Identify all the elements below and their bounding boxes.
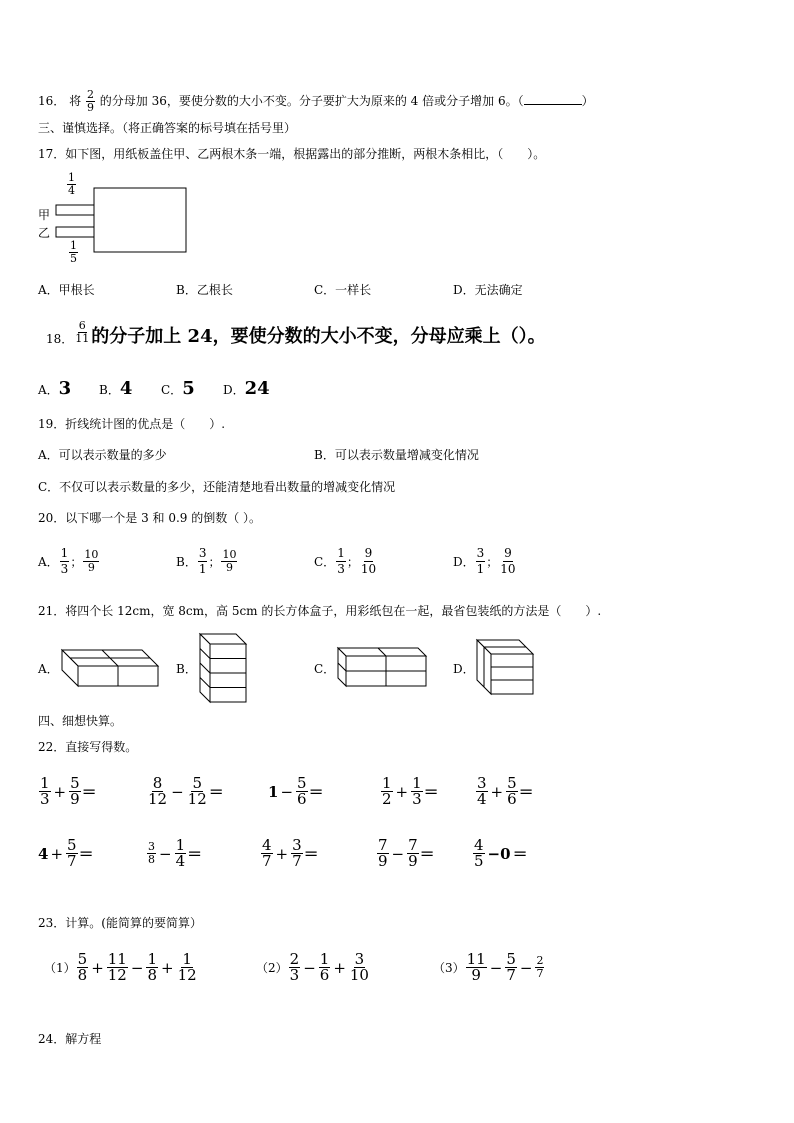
q18-a-value: 3 bbox=[58, 378, 72, 399]
num: 5 bbox=[192, 774, 202, 792]
q22-r2-item3 bbox=[260, 838, 319, 869]
equals: ＝ bbox=[419, 845, 435, 863]
den: 7 bbox=[262, 852, 272, 870]
frac-b bbox=[296, 776, 308, 807]
operator: −0 bbox=[487, 844, 511, 863]
q22-r1-item4 bbox=[380, 776, 439, 807]
q17-stem: 17．如下图，用纸板盖住甲、乙两根木条一端，根据露出的部分推断，两根木条相比，（ ）。 bbox=[38, 147, 546, 161]
q21-option-c-figure[interactable] bbox=[336, 646, 428, 690]
q23-expr2 bbox=[256, 952, 371, 983]
q18-d-value: 24 bbox=[244, 378, 270, 399]
q18-option-c[interactable] bbox=[161, 378, 195, 399]
t2 bbox=[107, 952, 128, 983]
den: 9 bbox=[70, 790, 80, 808]
q20-a-letter: A． bbox=[38, 555, 59, 569]
den: 9 bbox=[87, 561, 95, 574]
den: 7 bbox=[536, 967, 544, 980]
den: 1 bbox=[476, 562, 485, 576]
section3-heading: 三、谨慎选择。（将正确答案的标号填在括号里） bbox=[38, 121, 297, 135]
q20-stem: 20．以下哪一个是 3 和 0.9 的倒数（ ）。 bbox=[38, 511, 262, 525]
operator: + bbox=[333, 958, 346, 977]
den: 3 bbox=[337, 562, 345, 576]
den: 9 bbox=[471, 966, 481, 984]
num: 1 bbox=[382, 774, 392, 792]
q18-text: 的分子加上 24，要使分数的大小不变，分母应乘上（）。 bbox=[91, 326, 546, 347]
expr-label: （2） bbox=[256, 961, 288, 975]
q22-r2-item2 bbox=[146, 838, 202, 869]
q21-option-a-figure[interactable] bbox=[60, 646, 160, 690]
t3 bbox=[146, 952, 158, 983]
q19-option-c[interactable]: C．不仅可以表示数量的多少，还能清楚地看出数量的增减变化情况 bbox=[38, 480, 396, 494]
num: 3 bbox=[477, 774, 487, 792]
q20-c-letter: C． bbox=[314, 555, 336, 569]
q21-stem: 21．将四个长 12cm，宽 8cm，高 5cm 的长方体盒子，用彩纸包在一起，最省包装纸的方法是（ ）. bbox=[38, 604, 602, 618]
den: 9 bbox=[408, 852, 418, 870]
q18-number: 18． bbox=[46, 331, 74, 346]
den: 12 bbox=[148, 790, 168, 808]
q17-bottom-fraction bbox=[69, 240, 78, 265]
q22-r1-item2 bbox=[146, 776, 224, 807]
q16-number: 16． bbox=[38, 94, 66, 108]
den: 4 bbox=[477, 790, 487, 808]
equals: ＝ bbox=[512, 845, 528, 863]
q17-bot-num: 1 bbox=[70, 239, 77, 252]
frac-a bbox=[147, 841, 156, 866]
q22-r2-item5 bbox=[472, 838, 528, 869]
den: 6 bbox=[297, 790, 307, 808]
num: 11 bbox=[466, 950, 486, 968]
frac-b bbox=[187, 776, 208, 807]
q20-d-frac2 bbox=[499, 546, 516, 577]
den: 10 bbox=[360, 562, 377, 576]
den: 7 bbox=[292, 852, 302, 870]
den: 12 bbox=[177, 966, 197, 984]
num: 1 bbox=[175, 836, 186, 854]
q20-c-frac2 bbox=[360, 546, 377, 577]
q22-r1-item1 bbox=[38, 776, 97, 807]
num: 3 bbox=[148, 840, 155, 853]
operator: − bbox=[280, 782, 294, 801]
operator: − bbox=[391, 844, 405, 863]
q18-c-letter: C． bbox=[161, 383, 183, 397]
operator: − bbox=[519, 958, 533, 977]
den: 8 bbox=[148, 853, 155, 866]
q17-bot-den: 5 bbox=[70, 252, 77, 265]
den: 5 bbox=[474, 852, 484, 870]
t4 bbox=[177, 952, 198, 983]
q18-b-letter: B． bbox=[99, 383, 120, 397]
q16-frac-den: 9 bbox=[86, 101, 94, 114]
den: 6 bbox=[507, 790, 517, 808]
den: 10 bbox=[500, 562, 516, 576]
q20-b-frac2 bbox=[221, 549, 237, 574]
q17-option-c[interactable]: C．一样长 bbox=[314, 283, 372, 297]
num: 10 bbox=[84, 548, 99, 561]
frac-b bbox=[66, 838, 78, 869]
num: 4 bbox=[262, 836, 272, 854]
q19-option-b[interactable]: B．可以表示数量增减变化情况 bbox=[314, 448, 479, 462]
q20-option-b[interactable] bbox=[176, 546, 238, 577]
q17-top-den: 4 bbox=[68, 184, 75, 197]
q17-top-num: 1 bbox=[68, 171, 75, 184]
q18-b-value: 4 bbox=[119, 378, 133, 399]
frac-b bbox=[506, 776, 518, 807]
q18-frac-num: 6 bbox=[78, 318, 86, 332]
den: 3 bbox=[60, 562, 69, 576]
frac-a bbox=[381, 776, 393, 807]
q20-a-sep: ； bbox=[70, 555, 83, 569]
section4-heading: 四、细想快算。 bbox=[38, 714, 123, 728]
operator: − bbox=[130, 958, 144, 977]
q20-option-d[interactable] bbox=[453, 546, 518, 577]
equals: ＝ bbox=[81, 783, 97, 801]
operator: + bbox=[53, 782, 67, 801]
num: 5 bbox=[67, 836, 77, 854]
q18-frac-den: 11 bbox=[75, 331, 90, 345]
q17-option-a[interactable]: A．甲根长 bbox=[38, 283, 95, 297]
q20-d-letter: D． bbox=[453, 555, 475, 569]
den: 12 bbox=[107, 966, 127, 984]
num: 5 bbox=[297, 774, 307, 792]
q20-option-a[interactable] bbox=[38, 546, 100, 577]
num: 8 bbox=[152, 774, 163, 792]
q22-r1-item3 bbox=[268, 776, 324, 807]
operator: − bbox=[303, 958, 316, 977]
q21-option-b-label[interactable]: B． bbox=[176, 662, 197, 676]
whole-number: 4 bbox=[38, 844, 49, 863]
num: 7 bbox=[378, 836, 388, 854]
frac-b bbox=[407, 838, 419, 869]
num: 5 bbox=[70, 774, 80, 792]
q17-stick-jia bbox=[56, 205, 94, 215]
q20-b-frac1 bbox=[198, 546, 208, 577]
den: 2 bbox=[382, 790, 392, 808]
frac-a bbox=[377, 838, 389, 869]
den: 4 bbox=[175, 852, 186, 870]
num: 3 bbox=[292, 836, 302, 854]
num: 9 bbox=[364, 546, 373, 560]
t1 bbox=[289, 952, 301, 983]
q20-c-frac1 bbox=[336, 546, 346, 577]
q22-stem: 22．直接写得数。 bbox=[38, 740, 138, 754]
q16-text: 的分母加 36，要使分数的大小不变。分子要扩大为原来的 4 倍或分子增加 6。（ bbox=[99, 94, 524, 108]
den: 3 bbox=[412, 790, 422, 808]
num: 1 bbox=[412, 774, 422, 792]
frac-b bbox=[69, 776, 81, 807]
frac-a bbox=[147, 776, 168, 807]
num: 1 bbox=[337, 546, 345, 560]
q22-r2-item4 bbox=[376, 838, 435, 869]
q20-option-c[interactable] bbox=[314, 546, 378, 577]
num: 10 bbox=[222, 548, 237, 561]
q19-option-a[interactable]: A．可以表示数量的多少 bbox=[38, 448, 167, 462]
den: 1 bbox=[198, 562, 207, 576]
frac-a bbox=[261, 838, 273, 869]
den: 7 bbox=[506, 966, 516, 984]
operator: − bbox=[489, 958, 503, 977]
t2 bbox=[505, 952, 517, 983]
q24-stem: 24．解方程 bbox=[38, 1032, 102, 1046]
q22-r2-item1 bbox=[38, 838, 94, 869]
num: 2 bbox=[289, 950, 300, 968]
t2 bbox=[319, 952, 331, 983]
den: 10 bbox=[349, 966, 369, 984]
q17-option-d[interactable]: D．无法确定 bbox=[453, 283, 523, 297]
q17-cover-board bbox=[94, 188, 186, 252]
operator: + bbox=[50, 844, 64, 863]
operator: + bbox=[490, 782, 504, 801]
den: 7 bbox=[67, 852, 77, 870]
operator: + bbox=[160, 958, 174, 977]
q18-d-letter: D． bbox=[223, 383, 245, 397]
q21-option-d-label[interactable]: D． bbox=[453, 662, 475, 676]
q16-pre: 将 bbox=[69, 94, 82, 108]
num: 1 bbox=[147, 950, 157, 968]
num: 11 bbox=[107, 950, 127, 968]
equals: ＝ bbox=[308, 783, 324, 801]
num: 7 bbox=[408, 836, 418, 854]
q18-option-a[interactable] bbox=[38, 378, 71, 399]
q22-r1-item5 bbox=[475, 776, 534, 807]
q17-label-jia: 甲 bbox=[38, 208, 51, 222]
q16-close: ） bbox=[581, 94, 594, 108]
den: 3 bbox=[289, 966, 300, 984]
q20-b-letter: B． bbox=[176, 555, 197, 569]
den: 8 bbox=[147, 966, 157, 984]
frac-b bbox=[411, 776, 423, 807]
q16-frac-num: 2 bbox=[86, 88, 94, 101]
q20-a-frac1 bbox=[60, 546, 70, 577]
equals: ＝ bbox=[208, 783, 224, 801]
num: 5 bbox=[77, 950, 88, 968]
den: 9 bbox=[225, 561, 233, 574]
q20-c-sep: ； bbox=[346, 555, 359, 569]
den: 12 bbox=[187, 790, 207, 808]
equals: ＝ bbox=[518, 783, 534, 801]
q20-b-sep: ； bbox=[208, 555, 221, 569]
operator: − bbox=[159, 844, 172, 863]
frac-a bbox=[476, 776, 488, 807]
q20-d-sep: ； bbox=[486, 555, 499, 569]
num: 1 bbox=[40, 774, 50, 792]
q23-stem: 23．计算。(能简算的要简算） bbox=[38, 916, 202, 930]
frac-b bbox=[291, 838, 303, 869]
num: 5 bbox=[506, 950, 516, 968]
t3 bbox=[535, 955, 544, 980]
q21-option-c-label[interactable]: C． bbox=[314, 662, 336, 676]
q17-option-b[interactable]: B．乙根长 bbox=[176, 283, 233, 297]
operator: + bbox=[395, 782, 409, 801]
num: 5 bbox=[507, 774, 517, 792]
den: 6 bbox=[319, 966, 330, 984]
num: 3 bbox=[354, 950, 365, 968]
t3 bbox=[349, 952, 370, 983]
frac-b bbox=[175, 838, 187, 869]
q16-fraction bbox=[86, 89, 95, 114]
num: 3 bbox=[198, 546, 207, 560]
q21-option-a-label[interactable]: A． bbox=[38, 662, 59, 676]
den: 9 bbox=[378, 852, 388, 870]
q21-option-b-figure[interactable] bbox=[198, 632, 248, 704]
equals: ＝ bbox=[187, 845, 203, 863]
q21-option-d-figure[interactable] bbox=[475, 638, 537, 696]
q18-line bbox=[46, 316, 546, 348]
q20-d-frac1 bbox=[476, 546, 486, 577]
operator: + bbox=[91, 958, 104, 977]
equals: ＝ bbox=[303, 845, 319, 863]
q16-line bbox=[38, 89, 594, 114]
q18-fraction bbox=[74, 320, 90, 345]
num: 1 bbox=[319, 950, 330, 968]
num: 9 bbox=[504, 546, 512, 560]
q18-option-b[interactable] bbox=[99, 378, 132, 399]
operator: − bbox=[171, 782, 184, 801]
t1 bbox=[466, 952, 487, 983]
q18-option-d[interactable] bbox=[223, 378, 270, 399]
q23-expr3 bbox=[433, 952, 545, 983]
expr-label: （1） bbox=[44, 961, 76, 975]
q17-label-yi: 乙 bbox=[38, 226, 51, 240]
den: 8 bbox=[77, 966, 88, 984]
q17-stick-yi bbox=[56, 227, 94, 237]
q17-boards-svg bbox=[36, 172, 196, 272]
num: 1 bbox=[60, 546, 69, 560]
q18-c-value: 5 bbox=[182, 378, 195, 399]
num: 3 bbox=[476, 546, 485, 560]
q17-figure bbox=[36, 172, 196, 272]
q16-answer-blank[interactable] bbox=[524, 93, 582, 105]
q20-a-frac2 bbox=[83, 549, 99, 574]
num: 1 bbox=[182, 950, 192, 968]
q18-a-letter: A． bbox=[38, 383, 59, 397]
frac-a bbox=[39, 776, 51, 807]
num: 4 bbox=[474, 836, 484, 854]
t1 bbox=[77, 952, 89, 983]
equals: ＝ bbox=[78, 845, 94, 863]
whole-number: 1 bbox=[268, 782, 279, 801]
frac-a bbox=[473, 838, 485, 869]
num: 2 bbox=[536, 954, 544, 967]
expr-label: （3） bbox=[433, 961, 465, 975]
operator: + bbox=[275, 844, 289, 863]
q23-expr1 bbox=[44, 952, 199, 983]
den: 3 bbox=[40, 790, 50, 808]
q19-stem: 19．折线统计图的优点是（ ）. bbox=[38, 417, 226, 431]
equals: ＝ bbox=[423, 783, 439, 801]
